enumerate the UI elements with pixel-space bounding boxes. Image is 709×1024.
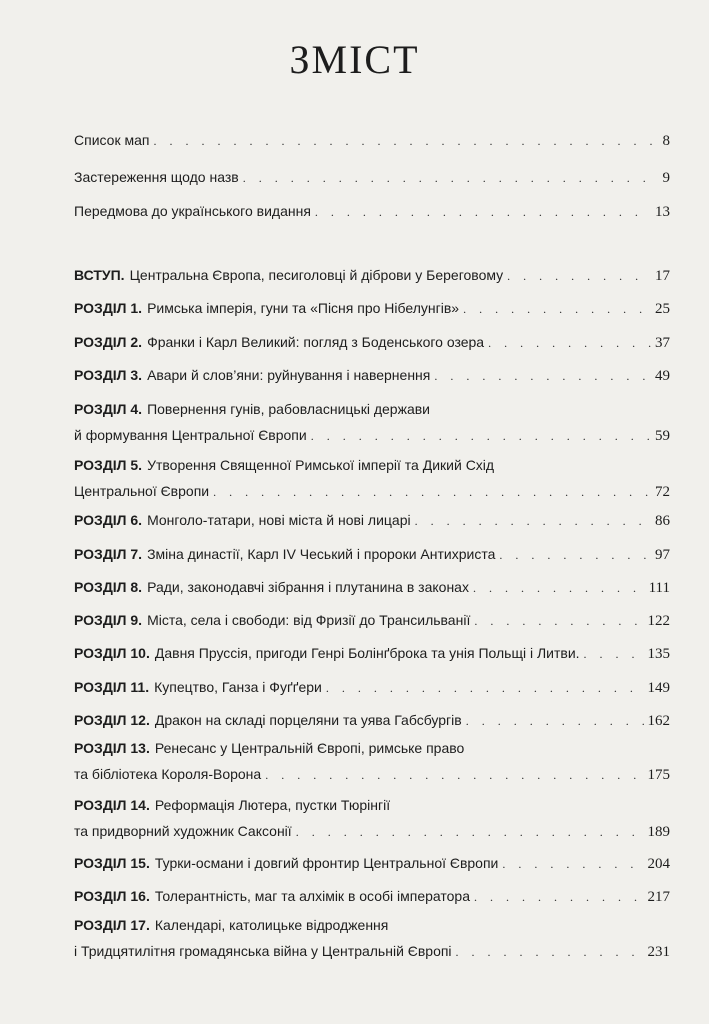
page-number: 231 bbox=[647, 944, 670, 960]
entry-title: Купецтво, Ганза і Фуґґери bbox=[154, 679, 322, 695]
entry-title: Римська імперія, гуни та «Пісня про Нібелунгів» bbox=[147, 300, 460, 316]
dot-leader bbox=[488, 335, 651, 352]
toc-line bbox=[74, 203, 670, 221]
toc-entry bbox=[74, 169, 670, 187]
toc-entry bbox=[74, 579, 670, 597]
toc-line bbox=[74, 679, 670, 697]
page-number: 37 bbox=[655, 335, 670, 351]
toc-entry bbox=[74, 300, 670, 318]
dot-leader bbox=[265, 767, 643, 784]
page-number: 217 bbox=[647, 889, 670, 905]
entry-title: і Тридцятилітня громадянська війна у Центральній Європі bbox=[74, 943, 452, 959]
page-number: 175 bbox=[647, 767, 670, 783]
toc-line bbox=[74, 855, 670, 873]
toc-entry bbox=[74, 679, 670, 697]
chapter-label: РОЗДІЛ 10. bbox=[74, 645, 150, 661]
chapter-label: РОЗДІЛ 1. bbox=[74, 300, 143, 316]
page-number: 25 bbox=[655, 301, 670, 317]
toc-line bbox=[74, 267, 670, 285]
toc-line bbox=[74, 367, 670, 385]
page-number: 162 bbox=[647, 713, 670, 729]
entry-title: Монголо-татари, нові міста й нові лицарі bbox=[147, 512, 411, 528]
entry-title: Франки і Карл Великий: погляд з Боденського озера bbox=[147, 334, 485, 350]
toc-line bbox=[74, 823, 670, 841]
entry-title: та бібліотека Короля-Ворона bbox=[74, 766, 262, 782]
dot-leader bbox=[502, 856, 643, 873]
entry-title: Повернення гунів, рабовласницькі держави bbox=[147, 401, 430, 417]
entry-title: Авари й слов’яни: руйнування і навернення bbox=[147, 367, 431, 383]
dot-leader bbox=[296, 824, 644, 841]
chapter-label: РОЗДІЛ 14. bbox=[74, 797, 150, 813]
toc-entry bbox=[74, 612, 670, 630]
dot-leader bbox=[153, 133, 658, 150]
entry-title: та придворний художник Саксонії bbox=[74, 823, 292, 839]
toc-line bbox=[74, 645, 670, 663]
page-number: 8 bbox=[662, 133, 670, 149]
chapter-label: РОЗДІЛ 9. bbox=[74, 612, 143, 628]
toc-line bbox=[74, 612, 670, 630]
page-number: 13 bbox=[655, 204, 670, 220]
toc-entry bbox=[74, 888, 670, 906]
page-number: 111 bbox=[648, 580, 670, 596]
page-number: 135 bbox=[647, 646, 670, 662]
toc-line bbox=[74, 579, 670, 597]
dot-leader bbox=[434, 368, 651, 385]
page-number: 59 bbox=[655, 428, 670, 444]
toc-entry bbox=[74, 855, 670, 873]
page-number: 9 bbox=[662, 170, 670, 186]
dot-leader bbox=[311, 428, 651, 445]
toc-line bbox=[74, 712, 670, 730]
dot-leader bbox=[243, 170, 659, 187]
toc-entry bbox=[74, 797, 670, 841]
dot-leader bbox=[415, 513, 651, 530]
chapter-label: РОЗДІЛ 2. bbox=[74, 334, 143, 350]
toc-entry bbox=[74, 645, 670, 663]
entry-title: Центральної Європи bbox=[74, 483, 210, 499]
toc-line bbox=[74, 917, 670, 934]
toc-line bbox=[74, 132, 670, 150]
dot-leader bbox=[326, 680, 644, 697]
entry-title: Давня Пруссія, пригоди Генрі Болінґброка та унія Польщі і Литви. bbox=[154, 645, 580, 661]
toc-entry bbox=[74, 203, 670, 221]
dot-leader bbox=[507, 268, 651, 285]
toc-line bbox=[74, 457, 670, 474]
entry-title: Ренесанс у Центральній Європі, римське право bbox=[154, 740, 465, 756]
chapter-label: РОЗДІЛ 16. bbox=[74, 888, 150, 904]
chapter-label: РОЗДІЛ 3. bbox=[74, 367, 143, 383]
toc-line bbox=[74, 740, 670, 757]
entry-title: Турки-османи і довгий фронтир Центральної Європи bbox=[154, 855, 499, 871]
chapter-label: РОЗДІЛ 5. bbox=[74, 457, 143, 473]
toc-entry bbox=[74, 457, 670, 501]
dot-leader bbox=[474, 889, 643, 906]
chapter-label: РОЗДІЛ 17. bbox=[74, 917, 150, 933]
toc-line bbox=[74, 797, 670, 814]
chapter-label: РОЗДІЛ 7. bbox=[74, 546, 143, 562]
chapter-label: РОЗДІЛ 4. bbox=[74, 401, 143, 417]
dot-leader bbox=[315, 204, 651, 221]
chapter-label: РОЗДІЛ 11. bbox=[74, 679, 150, 695]
toc-entry bbox=[74, 546, 670, 564]
entry-title: й формування Центральної Європи bbox=[74, 427, 307, 443]
dot-leader bbox=[474, 613, 643, 630]
entry-title: Зміна династії, Карл IV Чеський і пророки Антихриста bbox=[147, 546, 496, 562]
toc-line bbox=[74, 766, 670, 784]
entry-title: Передмова до українського видання bbox=[74, 203, 311, 219]
toc-entry bbox=[74, 267, 670, 285]
entry-title: Утворення Священної Римської імперії та Дикий Схід bbox=[147, 457, 495, 473]
dot-leader bbox=[466, 713, 644, 730]
dot-leader bbox=[213, 484, 651, 501]
chapter-label: РОЗДІЛ 12. bbox=[74, 712, 150, 728]
page-number: 204 bbox=[647, 856, 670, 872]
page-number: 189 bbox=[647, 824, 670, 840]
toc-line bbox=[74, 943, 670, 961]
toc-line bbox=[74, 427, 670, 445]
toc-entry bbox=[74, 712, 670, 730]
dot-leader bbox=[473, 580, 645, 597]
chapter-label: РОЗДІЛ 8. bbox=[74, 579, 143, 595]
chapter-label: ВСТУП. bbox=[74, 267, 125, 283]
toc-line bbox=[74, 334, 670, 352]
toc-entry bbox=[74, 512, 670, 530]
entry-title: Міста, села і свободи: від Фризії до Трансильванії bbox=[147, 612, 471, 628]
dot-leader bbox=[584, 646, 644, 663]
toc-entry bbox=[74, 740, 670, 784]
page-title: ЗМІСТ bbox=[289, 37, 420, 82]
chapter-label: РОЗДІЛ 15. bbox=[74, 855, 150, 871]
page-number: 122 bbox=[647, 613, 670, 629]
toc-line bbox=[74, 401, 670, 418]
entry-title: Центральна Європа, песиголовці й діброви у Береговому bbox=[129, 267, 504, 283]
chapter-label: РОЗДІЛ 13. bbox=[74, 740, 150, 756]
page-number: 97 bbox=[655, 547, 670, 563]
toc-line bbox=[74, 512, 670, 530]
entry-title: Реформація Лютера, пустки Тюрінгії bbox=[154, 797, 391, 813]
page-number: 49 bbox=[655, 368, 670, 384]
toc-entry bbox=[74, 334, 670, 352]
entry-title: Толерантність, маг та алхімік в особі імператора bbox=[154, 888, 471, 904]
entry-title: Ради, законодавчі зібрання і плутанина в законах bbox=[147, 579, 469, 595]
toc-entry bbox=[74, 367, 670, 385]
chapter-label: РОЗДІЛ 6. bbox=[74, 512, 143, 528]
entry-title: Календарі, католицьке відродження bbox=[154, 917, 389, 933]
toc-line bbox=[74, 888, 670, 906]
toc-entry bbox=[74, 917, 670, 961]
entry-title: Дракон на складі порцеляни та уява Габсбургів bbox=[154, 712, 462, 728]
page-number: 86 bbox=[655, 513, 670, 529]
page-number: 17 bbox=[655, 268, 670, 284]
page-number: 149 bbox=[647, 680, 670, 696]
toc-entry bbox=[74, 132, 670, 150]
entry-title: Застереження щодо назв bbox=[74, 169, 239, 185]
dot-leader bbox=[463, 301, 651, 318]
page-number: 72 bbox=[655, 484, 670, 500]
dot-leader bbox=[456, 944, 644, 961]
toc-line bbox=[74, 546, 670, 564]
toc-line bbox=[74, 169, 670, 187]
entry-title: Список мап bbox=[74, 132, 150, 148]
toc-line bbox=[74, 483, 670, 501]
toc-line bbox=[74, 300, 670, 318]
toc-entry bbox=[74, 401, 670, 445]
dot-leader bbox=[499, 547, 651, 564]
